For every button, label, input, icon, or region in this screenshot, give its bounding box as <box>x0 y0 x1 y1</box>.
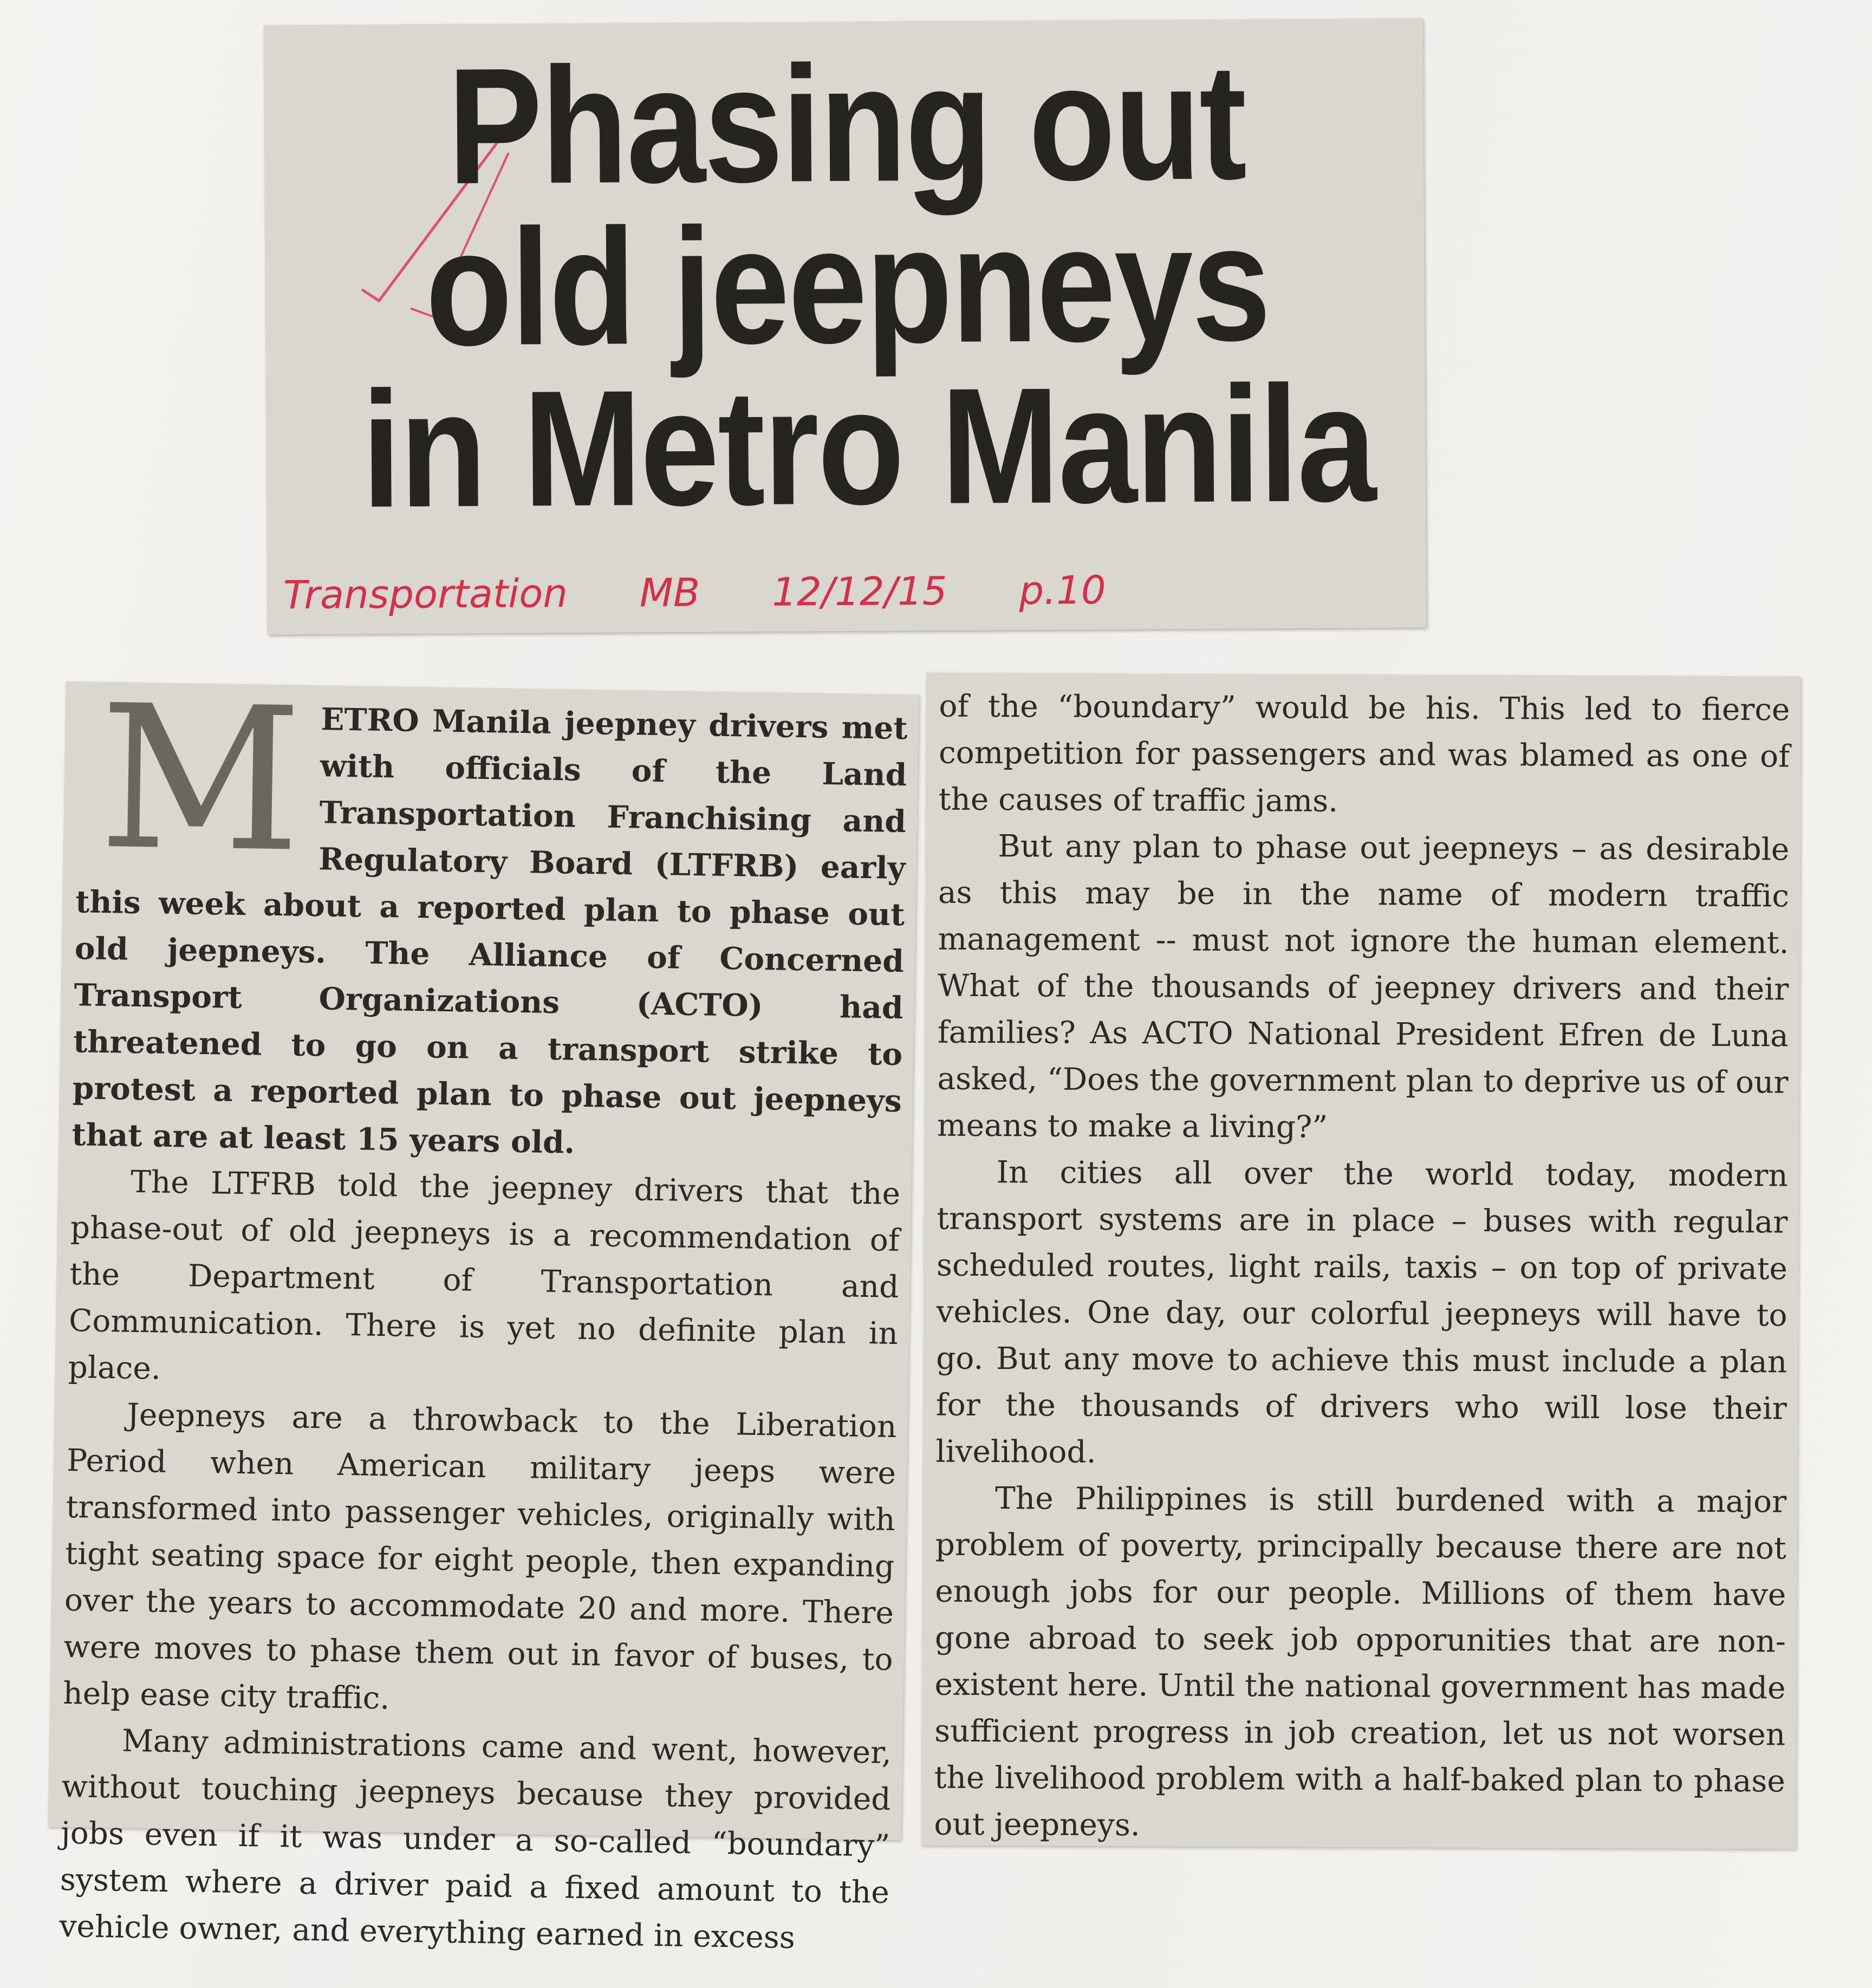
paragraph: The Philippines is still burdened with a major problem of poverty, principally because there are not enough jobs for our people. Millions of them have gone abroad to seek job opporunities that are non-existent here. Until the national government has made sufficient progress in job creation, let us not worsen the livelihood problem with a half-baked plan to phase out jeepneys. <box>934 1481 1787 1843</box>
headline-line-3: in Metro Manila <box>361 351 1376 542</box>
paragraph-continuation: of the “boundary” would be his. This led to fierce competition for passengers and was blamed as one of the causes of traffic jams. <box>938 688 1790 819</box>
annotation-date: 12/12/15 <box>771 568 947 615</box>
headline-line-2: old jeepneys <box>425 190 1270 380</box>
left-column-clipping <box>48 662 919 1956</box>
paragraph: But any plan to phase out jeepneys – as desirable as this may be in the name of modern traffic management -- must not ignore the human element. What of the thousands of jeepney drivers and their families? As ACTO National President Efren de Luna asked, “Does the government plan to deprive us of our means to make a living?” <box>937 829 1790 1145</box>
headline <box>359 29 1376 542</box>
paragraph: The LTFRB told the jeepney drivers that the phase-out of old jeepneys is a recommendation of the Department of Transportation and Communication. There is yet no definite plan in place. <box>68 1164 901 1387</box>
paragraph: Many administrations came and went, however, without touching jeepneys because they provided jobs even if it was under a so-called “boundary” system where a driver paid a fixed amount to the vehicle owner, and everything earned in excess <box>59 1723 892 1956</box>
left-column-text <box>59 662 908 1963</box>
annotation-source: MB <box>639 569 700 616</box>
paragraph: Jeepneys are a throwback to the Liberation Period when American military jeeps were transformed into passenger vehicles, originally with tight seating space for eight people, then expanding over the years to accommodate 20 and more. There were moves to phase them out in favor of buses, to help ease city traffic. <box>62 1397 897 1717</box>
headline-line-1: Phasing out <box>447 29 1246 219</box>
right-column-text <box>934 684 1790 1852</box>
drop-cap: M <box>97 662 303 896</box>
paragraph: In cities all over the world today, modern transport systems are in place – buses with regular scheduled routes, light rails, taxis – on top of private vehicles. One day, our colorful jeepneys will have to go. But any move to achieve this must include a plan for the thousands of drivers who will lose their livelihood. <box>935 1155 1788 1470</box>
right-column-clipping <box>921 672 1800 1849</box>
lead-paragraph-text: ETRO Manila jeepney drivers met with officials of the Land Transportation Franchising and Regulatory Board (LTFRB) early this week about a reported plan to phase out old jeepneys. The Alliance of Concerned Transport Organizations (ACTO) had threatened to go on a transport strike to protest a reported plan to phase out jeepneys that are at least 15 years old. <box>72 701 908 1161</box>
lead-paragraph <box>72 662 908 1171</box>
handwritten-annotation <box>283 567 1106 618</box>
annotation-section: Transportation <box>283 570 568 618</box>
headline-clipping <box>264 18 1427 634</box>
annotation-page: p.10 <box>1019 567 1106 614</box>
